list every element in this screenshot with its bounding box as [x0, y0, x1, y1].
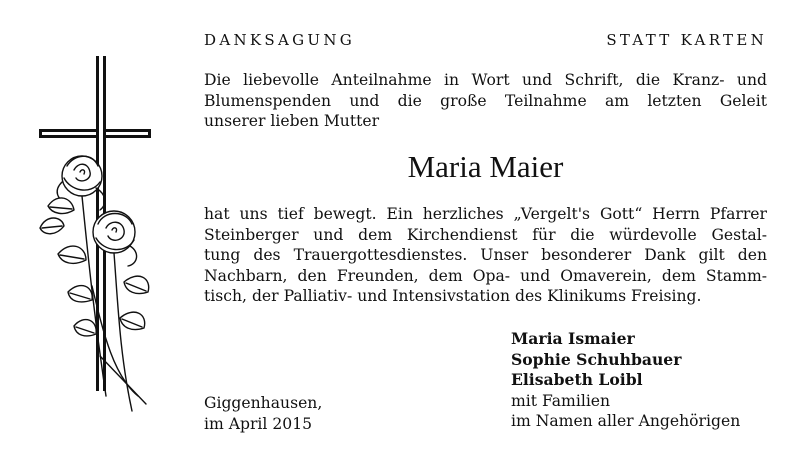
date: im April 2015 — [204, 414, 313, 433]
thanks-line: tisch, der Palliativ- und Intensivstation des Klinikums Freising. — [204, 287, 702, 306]
thanks-line: hat uns tief bewegt. Ein herzliches „Vergelt's Gott“ Herrn Pfarrer — [204, 205, 767, 223]
header-statt-karten: STATT KARTEN — [606, 31, 767, 49]
signers-block — [511, 329, 740, 432]
intro-line: Blumenspenden und die große Teilnahme am letzten Geleit — [204, 91, 767, 110]
place: Giggenhausen, — [204, 394, 323, 412]
thanks-line: tung des Trauergottesdienstes. Unser besonderer Dank gilt den — [204, 246, 767, 265]
deceased-name: Maria Maier — [407, 149, 564, 184]
intro-line: Die liebevolle Anteilnahme in Wort und Schrift, die Kranz- und — [204, 71, 767, 89]
signer-name: Elisabeth Loibl — [511, 370, 643, 390]
signer-name: Sophie Schuhbauer — [511, 349, 682, 369]
place-date-block — [204, 393, 322, 434]
signer-extra: mit Familien — [511, 391, 611, 410]
thanks-line: Nachbarn, den Freunden, dem Opa- und Omaverein, dem Stamm- — [204, 266, 767, 285]
signer-name: Maria Ismaier — [511, 329, 635, 348]
thanks-paragraph — [204, 204, 767, 307]
cross-with-roses-emblem — [34, 56, 184, 456]
signer-extra: im Namen aller Angehörigen — [511, 412, 741, 431]
thanks-line: Steinberger und dem Kirchendienst für die würdevolle Gestal- — [204, 225, 767, 244]
header-danksagung: DANKSAGUNG — [204, 31, 356, 49]
intro-line: unserer lieben Mutter — [204, 112, 380, 131]
rose-icon — [40, 156, 149, 411]
intro-paragraph — [204, 70, 767, 132]
